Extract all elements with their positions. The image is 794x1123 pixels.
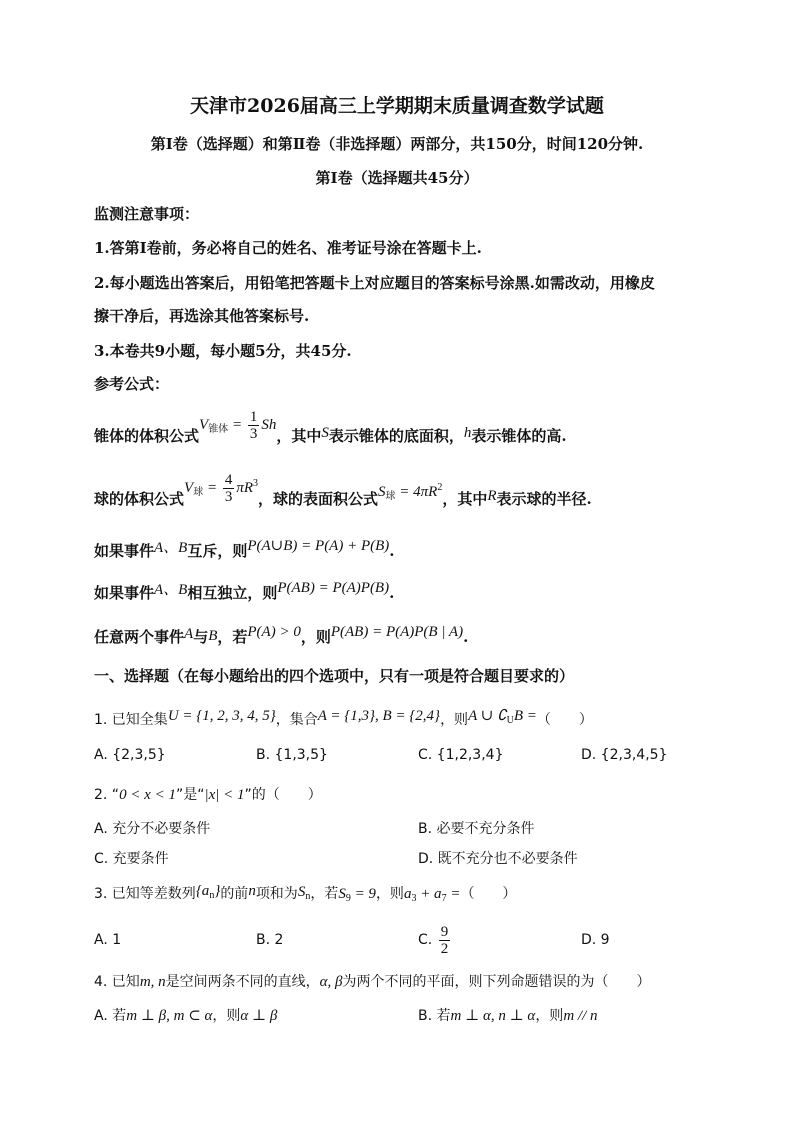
question-4-option-a: A. 若m ⊥ β, m ⊂ α，则α ⊥ β — [94, 1008, 278, 1024]
note-2a: 2.每小题选出答案后，用铅笔把答题卡上对应题目的答案标号涂黑.如需改动，用橡皮 — [94, 274, 655, 292]
sphere-formula: 球的体积公式$V_球$ = $\frac{4}{3}$ $\pi R^3$，球的表面积公式$S_球 = 4\pi R^2$，其中R表示球的半径. — [94, 472, 592, 508]
question-1-option-a: A. {2,3,5} — [94, 747, 166, 763]
question-2-option-a: A. 充分不必要条件 — [94, 821, 211, 837]
exclusive-events-formula: 如果事件A、B互斥，则P(A∪B) = P(A) + P(B). — [94, 538, 395, 560]
question-4-stem: 4. 已知m, n是空间两条不同的直线，α, β为两个不同的平面，则下列命题错误的为（ ） — [94, 974, 651, 990]
cone-volume-formula: 锥体的体积公式$V_{锥体}$ = $\frac{1}{3}$ Sh，其中S表示锥体的底面积，h表示锥体的高. — [94, 409, 567, 445]
question-3-option-d: D. 9 — [581, 932, 610, 948]
question-3-stem: 3. 已知等差数列$\{a_n\}$的前n项和为$S_n$，若$S_9 = 9$，则$a_3 + a_7$ =（ ） — [94, 883, 517, 904]
question-2-stem: 2. “0 < x < 1”是“|x| < 1”的（ ） — [94, 787, 322, 803]
note-3: 3.本卷共9小题，每小题5分，共45分. — [94, 342, 352, 360]
question-2-option-b: B. 必要不充分条件 — [418, 821, 535, 837]
independent-events-formula: 如果事件A、B相互独立，则P(AB) = P(A)P(B). — [94, 580, 395, 602]
conditional-formula: 任意两个事件A与B，若P(A) > 0，则P(AB) = P(A)P(B | A). — [94, 624, 469, 646]
formulas-heading: 参考公式： — [94, 375, 170, 393]
question-3-option-a: A. 1 — [94, 932, 122, 948]
question-1-option-b: B. {1,3,5} — [256, 747, 328, 763]
question-4-option-b: B. 若m ⊥ α, n ⊥ α，则m // n — [418, 1008, 598, 1024]
note-1: 1.答第Ⅰ卷前，务必将自己的姓名、准考证号涂在答题卡上. — [94, 239, 482, 257]
question-1-option-d: D. {2,3,4,5} — [581, 747, 668, 763]
question-3-option-b: B. 2 — [256, 932, 284, 948]
question-2-option-c: C. 充要条件 — [94, 851, 169, 867]
part1-heading: 一、选择题（在每小题给出的四个选项中，只有一项是符合题目要求的） — [94, 667, 575, 685]
exam-subtitle: 第Ⅰ卷（选择题）和第Ⅱ卷（非选择题）两部分，共150分，时间120分钟. — [150, 135, 644, 153]
note-2b: 擦干净后，再选涂其他答案标号. — [94, 307, 310, 325]
section-title: 第Ⅰ卷（选择题共45分） — [315, 169, 479, 187]
question-1-stem: 1. 已知全集U = {1, 2, 3, 4, 5}，集合A = {1,3}, B = {2,4}，则A ∪ $∁_UB$ =（ ） — [94, 708, 593, 728]
question-1-option-c: C. {1,2,3,4} — [418, 747, 504, 763]
exam-title: 天津市2026届高三上学期期末质量调查数学试题 — [190, 95, 604, 117]
notes-heading: 监测注意事项： — [94, 205, 200, 223]
question-2-option-d: D. 既不充分也不必要条件 — [418, 851, 578, 867]
question-3-option-c: C. $\frac{9}{2}$ — [418, 923, 449, 957]
